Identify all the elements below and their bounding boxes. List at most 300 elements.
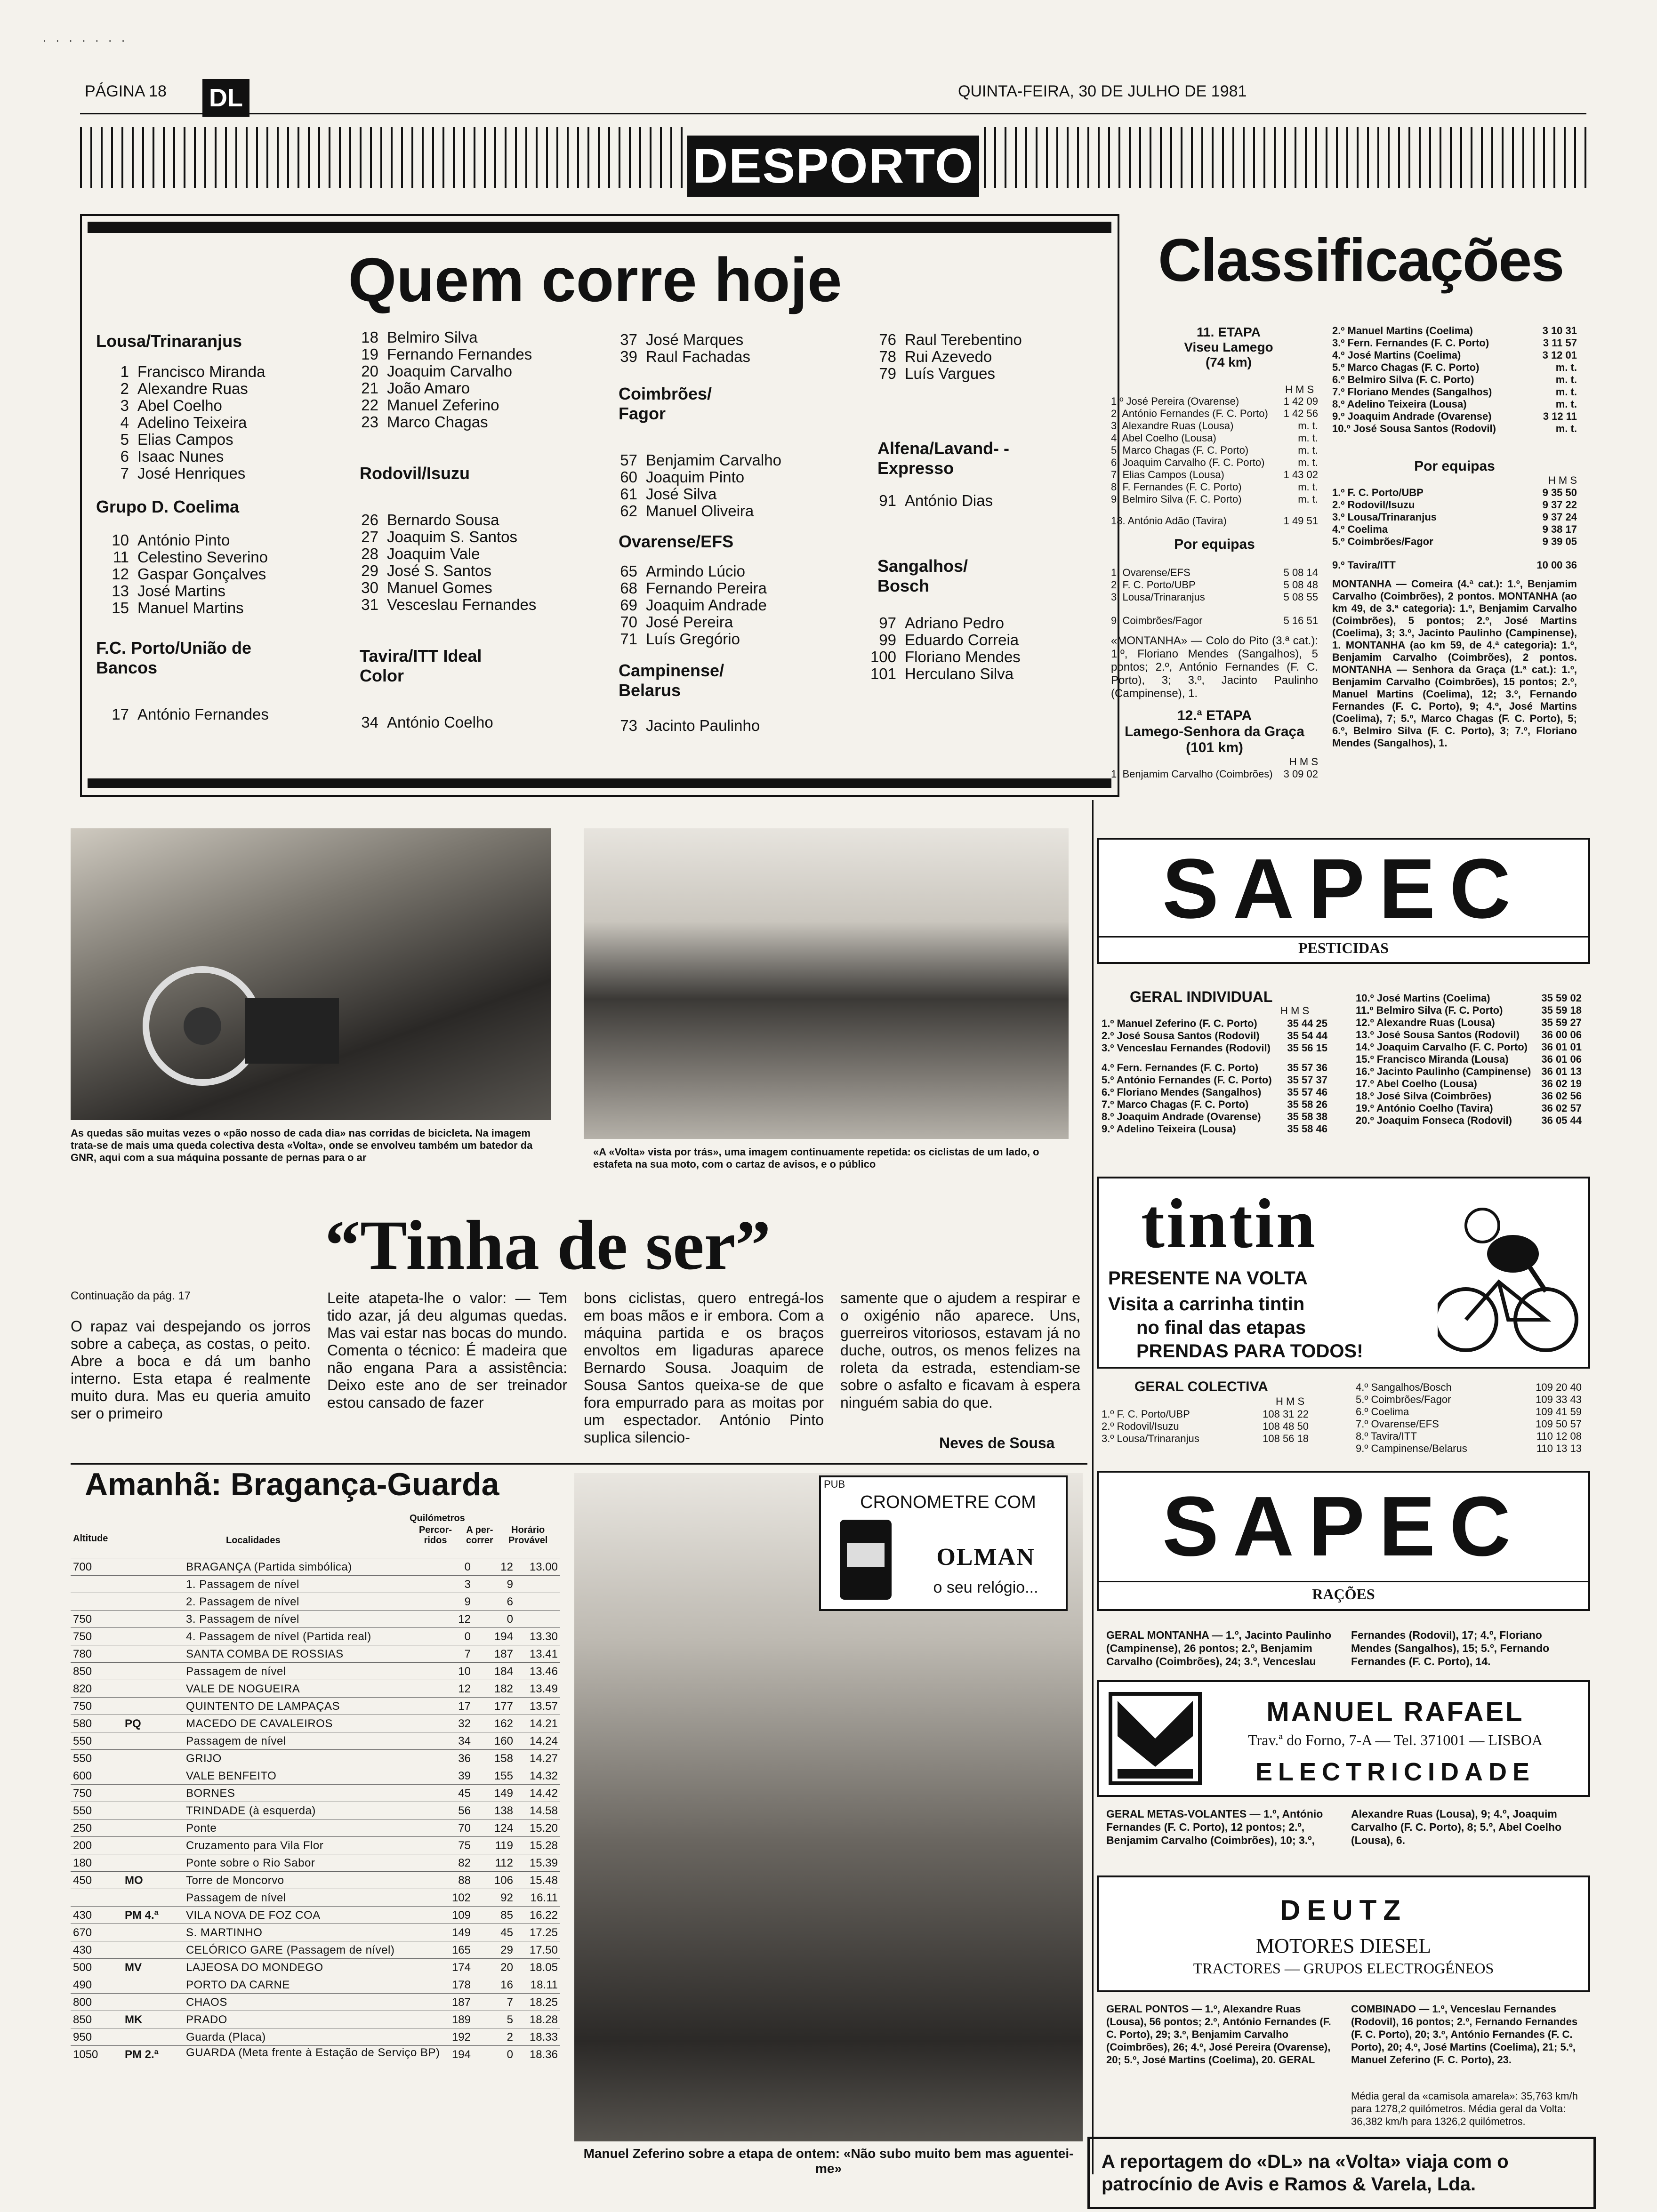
- rider-line: 37 José Marques: [620, 331, 744, 348]
- rider-line: 34 António Coelho: [361, 713, 493, 731]
- route-locality: Passagem de nível: [186, 1735, 286, 1747]
- deutz-line-2: TRACTORES — GRUPOS ELECTROGÉNEOS: [1193, 1960, 1494, 1977]
- geral-montanha: GERAL MONTANHA — 1.º, Jacinto Paulinho (Campinense), 26 pontos; 2.º, Benjamim Carvalho (Coimbrões), 24; 3.º, Venceslau Fernandes (Rodovil), 17; 4.º, Floriano Mendes (Sangalhos), 15; 5.º, Fernando Fernandes (F. C. Porto), 14.: [1106, 1629, 1550, 1667]
- route-time: 13.30: [529, 1630, 558, 1643]
- route-row: [71, 2028, 560, 2046]
- colectiva-row: 3.º Lousa/Trinaranjus 108 56 18: [1102, 1433, 1309, 1444]
- route-locality: Cruzamento para Vila Flor: [186, 1839, 324, 1852]
- route-locality: Passagem de nível: [186, 1665, 286, 1678]
- route-altitude: 850: [73, 2013, 92, 2026]
- route-row: [71, 1627, 560, 1645]
- rider-line: 73 Jacinto Paulinho: [620, 717, 760, 734]
- rider-line: 19 Fernando Fernandes: [361, 345, 532, 363]
- rider-line: 57 Benjamim Carvalho: [620, 451, 781, 469]
- route-locality: PRADO: [186, 2013, 227, 2026]
- route-time: 13.57: [529, 1700, 558, 1713]
- stage-row: 7. Elias Campos (Lousa) 1 43 02: [1111, 469, 1318, 481]
- riders-col-2: [346, 329, 536, 731]
- geral-row: 15.º Francisco Miranda (Lousa) 36 01 06: [1356, 1053, 1582, 1065]
- route-km-left: 12: [500, 1561, 513, 1573]
- stage-row: 3.º Fern. Fernandes (F. C. Porto) 3 11 57: [1332, 337, 1577, 349]
- colectiva-row: 9.º Campinense/Belarus 110 13 13: [1356, 1443, 1582, 1454]
- ad-sapec-pesticidas: [1097, 838, 1590, 964]
- route-time: 15.20: [529, 1822, 558, 1835]
- team-row: 4.º Coelima 9 38 17: [1332, 523, 1577, 535]
- watch-face-icon: [847, 1543, 885, 1567]
- route-altitude: 250: [73, 1822, 92, 1835]
- route-km-done: 36: [458, 1752, 471, 1765]
- colectiva-left: [1102, 1408, 1309, 1445]
- route-km-done: 32: [458, 1717, 471, 1730]
- sapec-sub: PESTICIDAS: [1298, 939, 1389, 956]
- colectiva-right: [1356, 1381, 1582, 1455]
- route-row: [71, 1802, 560, 1819]
- rider-line: 23 Marco Chagas: [361, 413, 488, 431]
- route-header-perc: Percor- ridos: [419, 1525, 452, 1546]
- route-km-done: 7: [464, 1648, 471, 1660]
- route-row: [71, 1819, 560, 1837]
- footer-sponsor: A reportagem do «DL» na «Volta» viaja com o patrocínio de Avis e Ramos & Varela, Lda.: [1087, 2137, 1596, 2209]
- cyclist-drawing-icon: [1438, 1197, 1579, 1357]
- stage-row: 8. F. Fernandes (F. C. Porto) m. t.: [1111, 481, 1318, 493]
- por-equipas-heading: Por equipas: [1174, 537, 1255, 552]
- riders-top-bar: [88, 222, 1111, 233]
- route-km-done: 187: [451, 1996, 471, 2009]
- rider-line: 68 Fernando Pereira: [620, 579, 767, 597]
- route-km-done: 12: [458, 1683, 471, 1695]
- route-time: 13.46: [529, 1665, 558, 1678]
- geral-row: 18.º José Silva (Coimbrões) 36 02 56: [1356, 1090, 1582, 1102]
- route-km-done: 0: [464, 1561, 471, 1573]
- route-altitude: 450: [73, 1874, 92, 1887]
- colectiva-row: 2.º Rodovil/Isuzu 108 48 50: [1102, 1420, 1309, 1432]
- route-top-rule: [71, 1463, 1087, 1465]
- article-continuation: Continuação da pág. 17: [71, 1290, 191, 1302]
- section-bars-right: [984, 127, 1586, 188]
- route-locality: CELÓRICO GARE (Passagem de nível): [186, 1944, 395, 1956]
- route-locality: GRIJO: [186, 1752, 222, 1765]
- route-locality: Passagem de nível: [186, 1891, 286, 1904]
- rider-line: 78 Rui Azevedo: [879, 348, 992, 365]
- route-km-done: 194: [451, 2048, 471, 2061]
- tintin-line-3: no final das etapas: [1136, 1317, 1306, 1338]
- route-row: [71, 1767, 560, 1785]
- route-altitude: 700: [73, 1561, 92, 1573]
- route-km-left: 92: [500, 1891, 513, 1904]
- route-km-left: 119: [495, 1839, 513, 1852]
- colectiva-row: 8.º Tavira/ITT 110 12 08: [1356, 1430, 1582, 1442]
- rider-line: 62 Manuel Oliveira: [620, 502, 754, 520]
- article-col-1: O rapaz vai despejando os jorros sobre a cabeça, as costas, o peito. Abre a boca e dá um banho interno. Esta etapa é realmente muito dura. Mas eu queria amuito ser o primeiro: [71, 1318, 311, 1422]
- route-km-done: 9: [464, 1595, 471, 1608]
- route-time: 18.05: [529, 1961, 558, 1974]
- route-altitude: 550: [73, 1735, 92, 1747]
- por-equipas-heading: Por equipas: [1414, 458, 1495, 474]
- geral-row: 13.º José Sousa Santos (Rodovil) 36 00 06: [1356, 1029, 1582, 1041]
- route-km-left: 0: [507, 1613, 513, 1626]
- geral-title: GERAL INDIVIDUAL: [1130, 988, 1273, 1005]
- team-name: Campinense/ Belarus: [619, 661, 724, 700]
- rider-line: 5 Elias Campos: [120, 431, 233, 448]
- colectiva-row: 7.º Ovarense/EFS 109 50 57: [1356, 1418, 1582, 1430]
- route-km-left: 184: [494, 1665, 513, 1678]
- geral-row: 10.º José Martins (Coelima) 35 59 02: [1356, 992, 1582, 1004]
- rider-line: 79 Luís Vargues: [879, 365, 996, 382]
- route-locality: Guarda (Placa): [186, 2031, 266, 2044]
- route-locality: QUINTENTO DE LAMPAÇAS: [186, 1700, 340, 1713]
- route-altitude: 180: [73, 1857, 92, 1869]
- photo-zeferino-caption: Manuel Zeferino sobre a etapa de ontem: «Não subo muito bem mas aguentei-me»: [583, 2146, 1074, 2176]
- route-altitude: 430: [73, 1909, 92, 1922]
- route-altitude: 500: [73, 1961, 92, 1974]
- route-time: 16.11: [530, 1891, 558, 1904]
- route-km-left: 85: [500, 1909, 513, 1922]
- colectiva-row: 4.º Sangalhos/Bosch 109 20 40: [1356, 1381, 1582, 1393]
- route-time: 16.22: [529, 1909, 558, 1922]
- route-locality: Ponte: [186, 1822, 217, 1835]
- rider-line: 39 Raul Fachadas: [620, 348, 750, 365]
- route-locality: VILA NOVA DE FOZ COA: [186, 1909, 321, 1922]
- deutz-logo: DEUTZ: [1280, 1894, 1407, 1926]
- route-altitude: 750: [73, 1630, 92, 1643]
- route-time: 14.27: [529, 1752, 558, 1765]
- rider-line: 99 Eduardo Correia: [879, 631, 1019, 649]
- route-km-done: 75: [458, 1839, 471, 1852]
- route-km-left: 45: [500, 1926, 513, 1939]
- route-row: [71, 1697, 560, 1715]
- route-locality: SANTA COMBA DE ROSSIAS: [186, 1648, 344, 1660]
- riders-bottom-bar: [88, 778, 1111, 788]
- route-row: [71, 1558, 560, 1576]
- etapa11-table: [1111, 395, 1318, 780]
- route-km-left: 160: [494, 1735, 513, 1747]
- article-col-3: bons ciclistas, quero entregá-los em boas mãos e ir embora. Com a máquina partida e os braços envoltos em ligaduras aparece Bernardo Sousa. Joaquim de Sousa Santos queixa-se de que fora empurrado para as moitas por um espectador. António Pinto suplica silencio-: [584, 1290, 824, 1446]
- etapa12-hms: H M S: [1289, 756, 1318, 768]
- cron-brand: OLMAN: [936, 1544, 1035, 1571]
- route-header-hora: Horário Provável: [508, 1525, 548, 1546]
- geral-row: 19.º António Coelho (Tavira) 36 02 57: [1356, 1102, 1582, 1114]
- route-km-done: 56: [458, 1804, 471, 1817]
- route-km-done: 12: [458, 1613, 471, 1626]
- stage-row: 18. António Adão (Tavira) 1 49 51: [1111, 515, 1318, 527]
- route-km-done: 70: [458, 1822, 471, 1835]
- mr-logo-icon: [1108, 1691, 1202, 1786]
- route-header-loc: Localidades: [226, 1535, 281, 1546]
- route-locality: CHAOS: [186, 1996, 227, 2009]
- rider-line: 76 Raul Terebentino: [879, 331, 1022, 348]
- ad-cronometre: [819, 1475, 1068, 1611]
- rider-line: 65 Armindo Lúcio: [620, 562, 745, 580]
- route-km-left: 16: [500, 1979, 513, 1991]
- ad-deutz: [1097, 1875, 1590, 1992]
- route-km-left: 7: [507, 1996, 513, 2009]
- route-time: 17.25: [529, 1926, 558, 1939]
- team-row: 3. Lousa/Trinaranjus 5 08 55: [1111, 591, 1318, 603]
- column-rule: [1092, 800, 1094, 2174]
- rider-line: 6 Isaac Nunes: [120, 448, 224, 465]
- colectiva-title: GERAL COLECTIVA: [1134, 1379, 1268, 1395]
- route-locality: 3. Passagem de nível: [186, 1613, 299, 1626]
- geral-row: 9.º Adelino Teixeira (Lousa) 35 58 46: [1102, 1123, 1327, 1135]
- page-date: QUINTA-FEIRA, 30 DE JULHO DE 1981: [958, 82, 1247, 100]
- riders-col-1: [96, 331, 294, 723]
- geral-row: 12.º Alexandre Ruas (Lousa) 35 59 27: [1356, 1017, 1582, 1028]
- route-km-done: 82: [458, 1857, 471, 1869]
- geral-row: 2.º José Sousa Santos (Rodovil) 35 54 44: [1102, 1030, 1327, 1042]
- route-row: [71, 1575, 560, 1593]
- route-locality: BRAGANÇA (Partida simbólica): [186, 1561, 352, 1573]
- geral-row: 16.º Jacinto Paulinho (Campinense) 36 01 13: [1356, 1066, 1582, 1077]
- team-name: Ovarense/EFS: [619, 532, 734, 551]
- tintin-line-1: PRESENTE NA VOLTA: [1108, 1268, 1308, 1289]
- route-row: [71, 1715, 560, 1732]
- route-altitude: 750: [73, 1613, 92, 1626]
- route-altitude: 490: [73, 1979, 92, 1991]
- route-locality: LAJEOSA DO MONDEGO: [186, 1961, 323, 1974]
- etapa12-header: 12.ª ETAPA Lamego-Senhora da Graça (101 km): [1125, 708, 1304, 755]
- team-hms: H M S: [1548, 474, 1577, 486]
- geral-row: 6.º Floriano Mendes (Sangalhos) 35 57 46: [1102, 1086, 1327, 1098]
- cron-line-2: o seu relógio...: [933, 1579, 1038, 1596]
- route-km-left: 187: [494, 1648, 513, 1660]
- route-row: [71, 1749, 560, 1767]
- rider-line: 61 José Silva: [620, 485, 717, 503]
- route-row: [71, 1610, 560, 1628]
- sapec-sub: RAÇÕES: [1312, 1586, 1375, 1603]
- geral-row: 11.º Belmiro Silva (F. C. Porto) 35 59 18: [1356, 1004, 1582, 1016]
- motorcycle-icon: [132, 922, 377, 1111]
- montanha-12: MONTANHA — Comeira (4.ª cat.): 1.º, Benjamim Carvalho (Coimbrões), 2 pontos. MONTANHA (ao km 49, de 3.ª categoria): 1.º, Benjamim Carvalho (Coimbrões), 5 pontos; 2.º, José Martins (Coelima), 3; 3.º, Jacinto Paulinho (Campinense), 1. MONTANHA (ao km 59, de 4.ª categoria): 1.º, Benjamim Carvalho (Coimbrões), 2 pontos. MONTANHA — Senhora da Graça (1.ª cat.): 1.º, Benjamim Carvalho (Coimbrões), 15 pontos; 2.º, Manuel Martins (Coelima), 12; 3.º, Fernando Fernandes (F. C. Porto), 9; 4.º, José Martins (Coelima), 7; 5.º, Marco Chagas (F. C. Porto), 5; 6.º, Belmiro Silva (F. C. Porto), 3; 7.º, Floriano Mendes (Sangalhos), 1.: [1332, 578, 1577, 749]
- rider-line: 60 Joaquim Pinto: [620, 468, 745, 486]
- rider-line: 97 Adriano Pedro: [879, 614, 1004, 632]
- stage-row: 5.º Marco Chagas (F. C. Porto) m. t.: [1332, 361, 1577, 373]
- etapa11-hms: H M S: [1285, 384, 1314, 395]
- route-km-left: 149: [494, 1787, 513, 1800]
- stage-row: 3. Alexandre Ruas (Lousa) m. t.: [1111, 420, 1318, 432]
- route-title: Amanhã: Bragança-Guarda: [85, 1467, 499, 1502]
- team-row: 1.º F. C. Porto/UBP 9 35 50: [1332, 487, 1577, 498]
- geral-pontos: GERAL PONTOS — 1.º, Alexandre Ruas (Lousa), 56 pontos; 2.º, António Fernandes (F. C. Porto), 29; 3.º, Benjamim Carvalho (Coimbrões), 26; 4.º, José Pereira (Ovarense), 20; 5.º, José Martins (Coelima), 20. GERAL COMBINADO — 1.º, Venceslau Fernandes (Rodovil), 16 pontos; 2.º, Fernando Fernandes (F. C. Porto), 20; 3.º, António Fernandes (F. C. Porto), 20; 4.º, José Martins (Coelima), 21; 5.º, Manuel Zeferino (F. C. Porto), 23.: [1106, 2003, 1578, 2066]
- section-bars-left: [80, 127, 683, 188]
- route-km-done: 34: [458, 1735, 471, 1747]
- team-row: 9.º Tavira/ITT 10 00 36: [1332, 559, 1577, 571]
- route-marker: PQ: [125, 1717, 141, 1730]
- mr-name: MANUEL RAFAEL: [1266, 1697, 1524, 1727]
- route-row: [71, 1680, 560, 1698]
- geral-media: Média geral da «camisola amarela»: 35,763 km/h para 1278,2 quilómetros. Média geral da Volta: 36,382 km/h para 1326,2 quilómetros.: [1351, 2090, 1578, 2127]
- route-row: [71, 1662, 560, 1680]
- route-altitude: 780: [73, 1648, 92, 1660]
- route-row: [71, 1923, 560, 1941]
- stage-row: 2. António Fernandes (F. C. Porto) 1 42 56: [1111, 408, 1318, 419]
- route-km-left: 2: [507, 2031, 513, 2044]
- route-time: 18.36: [529, 2048, 558, 2061]
- sapec-divider: [1099, 936, 1588, 938]
- route-km-done: 3: [464, 1578, 471, 1591]
- route-time: 18.25: [529, 1996, 558, 2009]
- page-number: PÁGINA 18: [85, 82, 167, 100]
- route-altitude: 430: [73, 1944, 92, 1956]
- team-name: Sangalhos/ Bosch: [877, 556, 968, 595]
- team-row: 5.º Coimbrões/Fagor 9 39 05: [1332, 536, 1577, 547]
- route-km-left: 138: [494, 1804, 513, 1817]
- route-time: 14.58: [529, 1804, 558, 1817]
- montanha-11: «MONTANHA» — Colo do Pito (3.ª cat.): 1.º, Floriano Mendes (Sangalhos), 5 pontos; 2.º, António Fernandes (F. C. Porto), 3; 3.º, Jacinto Paulinho (Campinense), 1.: [1111, 634, 1318, 700]
- route-altitude: 850: [73, 1665, 92, 1678]
- geral-row: 4.º Fern. Fernandes (F. C. Porto) 35 57 36: [1102, 1062, 1327, 1074]
- rider-line: 22 Manuel Zeferino: [361, 396, 499, 414]
- route-km-done: 17: [458, 1700, 471, 1713]
- article-col-2: Leite atapeta-lhe o valor: — Tem tido azar, já deu algumas quedas. Mas vai estar nas bocas do mundo. Comenta o técnico: É madeira que não engana Para a assistência: Deixo este ano de ser treinador estou cansado de fazer: [327, 1290, 567, 1411]
- stage-row: 4.º José Martins (Coelima) 3 12 01: [1332, 349, 1577, 361]
- stage-row: 7.º Floriano Mendes (Sangalhos) m. t.: [1332, 386, 1577, 398]
- route-locality: S. MARTINHO: [186, 1926, 263, 1939]
- route-km-left: 20: [500, 1961, 513, 1974]
- route-locality: 4. Passagem de nível (Partida real): [186, 1630, 371, 1643]
- route-km-done: 0: [464, 1630, 471, 1643]
- route-time: 15.28: [529, 1839, 558, 1852]
- etapa11-header: 11. ETAPA Viseu Lamego (74 km): [1184, 325, 1273, 369]
- route-time: 18.11: [530, 1979, 558, 1991]
- route-altitude: 820: [73, 1683, 92, 1695]
- rider-line: 20 Joaquim Carvalho: [361, 362, 512, 380]
- route-row: [71, 2011, 560, 2028]
- sapec-logo: SAPEC: [1162, 1479, 1525, 1574]
- route-km-left: 106: [494, 1874, 513, 1887]
- header-rule: [80, 113, 1586, 114]
- photo-peloton: [584, 828, 1069, 1139]
- route-altitude: 950: [73, 2031, 92, 2044]
- rider-line: 69 Joaquim Andrade: [620, 596, 767, 614]
- sapec-logo: SAPEC: [1099, 844, 1588, 934]
- riders-col-3: [604, 331, 781, 734]
- route-time: 18.28: [529, 2013, 558, 2026]
- route-altitude: 1050: [73, 2048, 98, 2061]
- mr-address: Trav.ª do Forno, 7-A — Tel. 371001 — LISBOA: [1248, 1731, 1543, 1748]
- stage-row: 8.º Adelino Teixeira (Lousa) m. t.: [1332, 398, 1577, 410]
- team-name: Lousa/Trinaranjus: [96, 331, 242, 351]
- article-author: Neves de Sousa: [939, 1435, 1055, 1451]
- route-locality: BORNES: [186, 1787, 235, 1800]
- route-time: 15.39: [529, 1857, 558, 1869]
- route-altitude: 550: [73, 1804, 92, 1817]
- team-row: 2. F. C. Porto/UBP 5 08 48: [1111, 579, 1318, 591]
- route-locality: TRINDADE (à esquerda): [186, 1804, 316, 1817]
- route-row: [71, 1784, 560, 1802]
- route-marker: PM 4.ª: [125, 1909, 159, 1922]
- route-time: 13.41: [529, 1648, 558, 1660]
- rider-line: 12 Gaspar Gonçalves: [112, 565, 266, 583]
- route-marker: MV: [125, 1961, 142, 1974]
- route-locality: Torre de Moncorvo: [186, 1874, 284, 1887]
- route-km-left: 112: [495, 1857, 513, 1869]
- geral-row: 17.º Abel Coelho (Lousa) 36 02 19: [1356, 1078, 1582, 1090]
- route-km-left: 158: [494, 1752, 513, 1765]
- rider-line: 21 João Amaro: [361, 379, 470, 397]
- route-km-done: 165: [451, 1944, 471, 1956]
- rider-line: 101 Herculano Silva: [870, 665, 1014, 682]
- route-km-done: 174: [451, 1961, 471, 1974]
- rider-line: 10 António Pinto: [112, 531, 230, 549]
- photo-peloton-caption: «A «Volta» vista por trás», uma imagem continuamente repetida: os ciclistas de um lado, o estafeta na sua moto, com o cartaz de avisos, e o público: [593, 1146, 1039, 1170]
- geral-row: 1.º Manuel Zeferino (F. C. Porto) 35 44 25: [1102, 1018, 1327, 1029]
- route-altitude: 750: [73, 1787, 92, 1800]
- route-row: [71, 1976, 560, 1994]
- stage-row: 5. Marco Chagas (F. C. Porto) m. t.: [1111, 444, 1318, 456]
- route-locality: PORTO DA CARNE: [186, 1979, 290, 1991]
- colectiva-row: 6.º Coelima 109 41 59: [1356, 1406, 1582, 1418]
- rider-line: 1 Francisco Miranda: [120, 363, 265, 380]
- classif-title: Classificações: [1158, 227, 1564, 294]
- route-locality: Ponte sobre o Rio Sabor: [186, 1857, 315, 1869]
- stage-row: 1.º José Pereira (Ovarense) 1 42 09: [1111, 395, 1318, 407]
- tintin-logo: tintin: [1141, 1185, 1318, 1263]
- route-km-left: 177: [494, 1700, 513, 1713]
- geral-row: 8.º Joaquim Andrade (Ovarense) 35 58 38: [1102, 1111, 1327, 1122]
- route-header-aper: A per- correr: [466, 1525, 493, 1546]
- stage-row: 2.º Manuel Martins (Coelima) 3 10 31: [1332, 325, 1577, 337]
- route-marker: MK: [125, 2013, 143, 2026]
- route-altitude: 600: [73, 1770, 92, 1782]
- route-row: [71, 1906, 560, 1924]
- deutz-line-1: MOTORES DIESEL: [1256, 1934, 1431, 1957]
- tintin-line-2: Visita a carrinha tintin: [1108, 1294, 1305, 1314]
- riders-box: [80, 214, 1119, 797]
- geral-row: 20.º Joaquim Fonseca (Rodovil) 36 05 44: [1356, 1114, 1582, 1126]
- masthead-scrap: · · · · · · ·: [42, 33, 128, 47]
- route-locality: VALE BENFEITO: [186, 1770, 277, 1782]
- route-row: [71, 1993, 560, 2011]
- geral-right-table: [1356, 992, 1582, 1127]
- route-locality: 2. Passagem de nível: [186, 1595, 299, 1608]
- cron-line-1: CRONOMETRE COM: [860, 1492, 1036, 1512]
- team-row: 9. Coimbrões/Fagor 5 16 51: [1111, 615, 1318, 626]
- rider-line: 70 José Pereira: [620, 613, 733, 631]
- route-km-left: 9: [507, 1578, 513, 1591]
- team-name: F.C. Porto/União de Bancos: [96, 638, 252, 677]
- stage-row: 1. Benjamim Carvalho (Coimbrões) 3 09 02: [1111, 768, 1318, 780]
- route-time: 15.48: [529, 1874, 558, 1887]
- route-altitude: 670: [73, 1926, 92, 1939]
- route-km-left: 5: [507, 2013, 513, 2026]
- route-time: 13.49: [529, 1683, 558, 1695]
- route-km-done: 149: [451, 1926, 471, 1939]
- rider-line: 29 José S. Santos: [361, 562, 491, 579]
- route-km-left: 182: [494, 1683, 513, 1695]
- team-name: Rodovil/Isuzu: [360, 464, 470, 483]
- route-locality: VALE DE NOGUEIRA: [186, 1683, 300, 1695]
- route-altitude: 200: [73, 1839, 92, 1852]
- rider-line: 71 Luís Gregório: [620, 630, 740, 648]
- rider-line: 18 Belmiro Silva: [361, 329, 478, 346]
- route-km-left: 0: [507, 2048, 513, 2061]
- colectiva-row: 1.º F. C. Porto/UBP 108 31 22: [1102, 1408, 1309, 1420]
- route-altitude: 580: [73, 1717, 92, 1730]
- route-row: [71, 1836, 560, 1854]
- route-km-left: 6: [507, 1595, 513, 1608]
- rider-line: 27 Joaquim S. Santos: [361, 528, 517, 545]
- stage-row: 4. Abel Coelho (Lousa) m. t.: [1111, 432, 1318, 444]
- mr-electricidade: ELECTRICIDADE: [1255, 1758, 1535, 1786]
- route-row: [71, 1958, 560, 1976]
- route-time: 14.42: [529, 1787, 558, 1800]
- rider-line: 91 António Dias: [879, 492, 993, 509]
- rider-line: 30 Manuel Gomes: [361, 579, 492, 596]
- etapa12-table: [1332, 325, 1577, 749]
- route-km-left: 29: [500, 1944, 513, 1956]
- route-marker: PM 2.ª: [125, 2048, 159, 2061]
- team-name: Grupo D. Coelima: [96, 497, 240, 516]
